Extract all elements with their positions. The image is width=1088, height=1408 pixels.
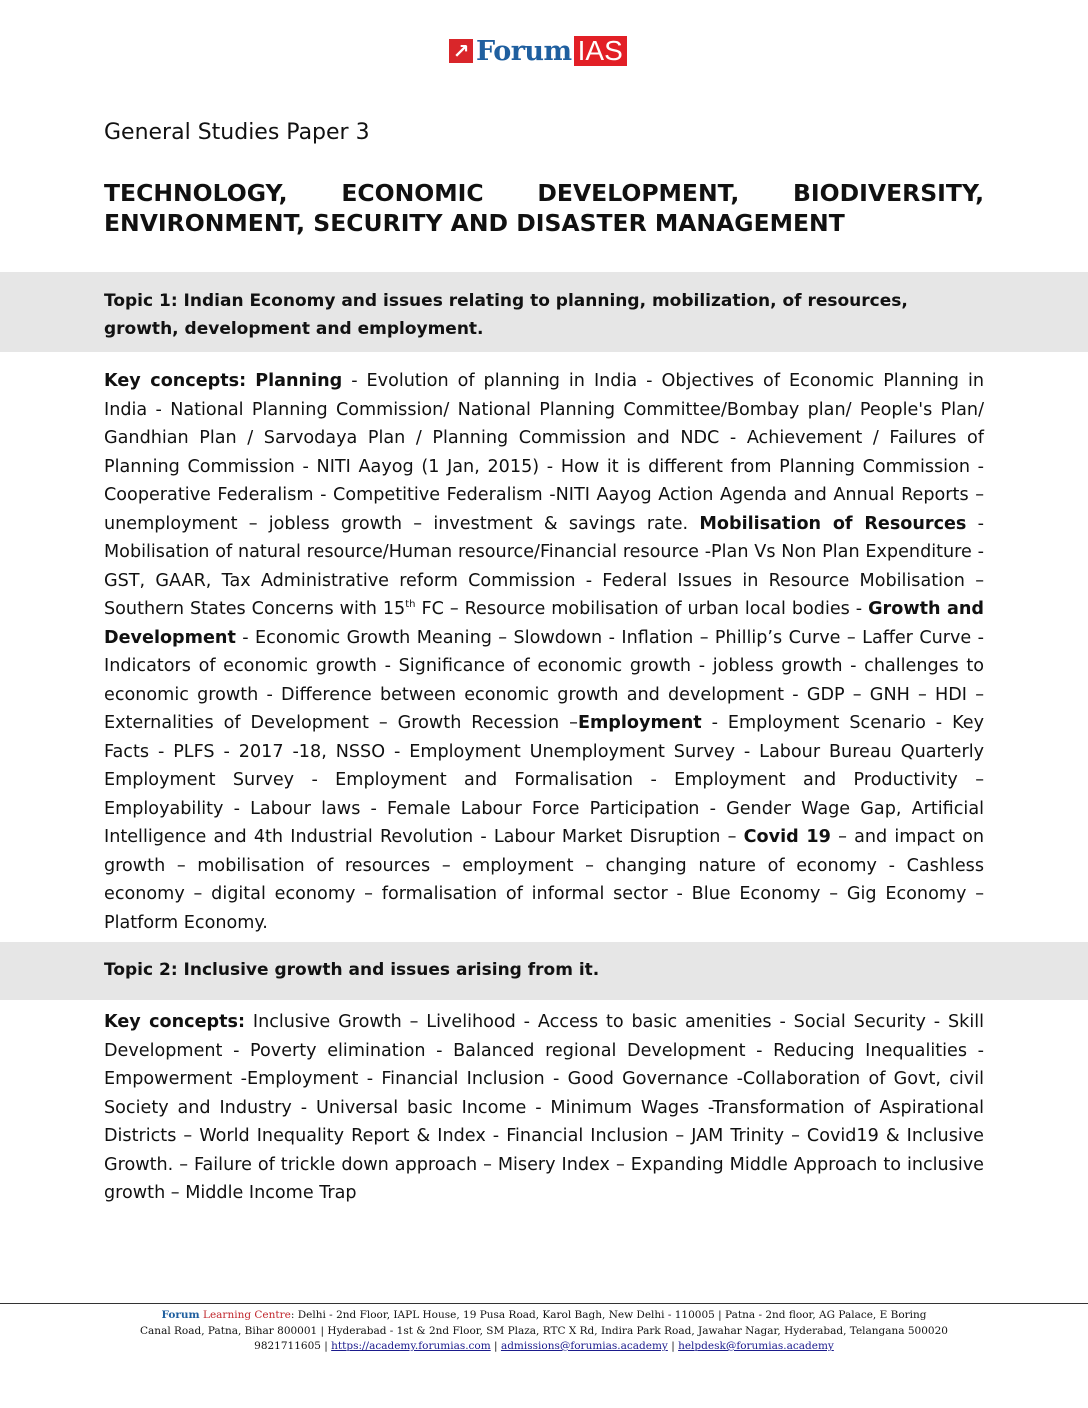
footer-brand-forum: Forum <box>161 1309 200 1321</box>
admissions-email-link[interactable]: admissions@forumias.academy <box>500 1340 668 1352</box>
concept-text: - Employment Scenario - Key Facts - PLFS - 2017 -18, NSSO - Employment Unemployment Survey - Labour Bureau Quarterly Employment Survey - Employment and Formalisation - Employment and Productivity – Employability - Labour laws - Female Labour Force Participation - Gender Wage Gap, Artificial Intelligence and 4th Industrial Revolution - Labour Market Disruption – <box>104 713 985 847</box>
helpdesk-email-link[interactable]: helpdesk@forumias.academy <box>678 1340 834 1352</box>
concept-text: – and impact on growth – mobilisation of resources – employment – changing nature of economy - Cashless economy – digital economy – formalisation of informal sector - Blue Economy – Gig Economy – Platform Economy. <box>104 827 984 933</box>
logo-ias: IAS <box>574 36 627 66</box>
topic-1-heading: Topic 1: Indian Economy and issues relating to planning, mobilization, of resources, growth, development and employment. <box>104 291 908 339</box>
topic-1-key-concepts <box>104 367 984 937</box>
footer-phone: 9821711605 <box>254 1340 321 1352</box>
paper-title: General Studies Paper 3 <box>104 120 370 145</box>
arrow-icon: ↗ <box>449 39 473 63</box>
concept-text: th <box>405 599 416 611</box>
bold-concept: Covid 19 <box>743 827 831 847</box>
main-title: TECHNOLOGY, ECONOMIC DEVELOPMENT, BIODIVERSITY, ENVIRONMENT, SECURITY AND DISASTER MANAGEMENT <box>104 179 984 237</box>
bold-concept: Planning <box>255 371 343 391</box>
footer-address-2: Canal Road, Patna, Bihar 800001 | Hyderabad - 1st & 2nd Floor, SM Plaza, RTC X Rd, Indira Park Road, Jawahar Nagar, Hyderabad, Telangana 500020 <box>140 1324 948 1337</box>
concept-text: - Evolution of planning in India - Objectives of Economic Planning in India - National Planning Commission/ National Planning Committee/Bombay plan/ People's Plan/ Gandhian Plan / Sarvodaya Plan / Planning Commission and NDC - Achievement / Failures of Planning Commission - NITI Aayog (1 Jan, 2015) - How it is different from Planning Commission -Cooperative Federalism - Competitive Federalism -NITI Aayog Action Agenda and Annual Reports – unemployment – jobless growth – investment & savings rate. <box>104 371 985 534</box>
bold-concept: Key concepts: <box>104 1012 246 1032</box>
concept-text: Inclusive Growth – Livelihood - Access to basic amenities - Social Security - Skill Development - Poverty elimination - Balanced regional Development - Reducing Inequalities - Empowerment -Employment - Financial Inclusion - Good Governance -Collaboration of Govt, civil Society and Industry - Universal basic Income - Minimum Wages -Transformation of Aspirational Districts – World Inequality Report & Index - Financial Inclusion – JAM Trinity – Covid19 & Inclusive Growth. – Failure of trickle down approach – Misery Index – Expanding Middle Approach to inclusive growth – Middle Income Trap <box>104 1012 984 1203</box>
bold-concept: Employment <box>577 713 702 733</box>
concept-text: - Mobilisation of natural resource/Human resource/Financial resource -Plan Vs Non Plan Expenditure - GST, GAAR, Tax Administrative reform Commission - Federal Issues in Resource Mobilisation – Southern States Concerns with 15 <box>104 513 984 619</box>
separator: | <box>490 1340 501 1352</box>
separator: | <box>667 1340 679 1352</box>
topic-2-header <box>0 942 1088 1000</box>
topic-2-heading: Topic 2: Inclusive growth and issues arising from it. <box>104 960 600 980</box>
logo-forum: Forum <box>476 35 572 67</box>
concept-text: - Economic Growth Meaning – Slowdown - Inflation – Phillip’s Curve – Laffer Curve - Indicators of economic growth - Significance of economic growth - jobless growth - challenges to economic growth - Difference between economic growth and development - GDP – GNH – HDI – Externalities of Development – Growth Recession – <box>104 627 984 733</box>
topic-1-header <box>0 272 1088 352</box>
bold-concept: Mobilisation of Resources <box>699 513 967 534</box>
topic-2-key-concepts <box>104 1008 984 1208</box>
concept-text: FC – Resource mobilisation of urban local bodies - <box>415 599 869 619</box>
website-link[interactable]: https://academy.forumias.com <box>331 1340 491 1352</box>
concept-text <box>246 371 255 391</box>
footer <box>0 1303 1088 1355</box>
footer-address-1: : Delhi - 2nd Floor, IAPL House, 19 Pusa Road, Karol Bagh, New Delhi - 110005 | Patna - 2nd floor, AG Palace, E Boring <box>290 1309 927 1321</box>
forumias-logo <box>449 36 627 66</box>
separator: | <box>320 1340 332 1352</box>
footer-brand-lc: Learning Centre <box>202 1309 291 1321</box>
bold-concept: Key concepts: <box>104 371 247 391</box>
bold-concept: Growth and Development <box>104 599 984 648</box>
